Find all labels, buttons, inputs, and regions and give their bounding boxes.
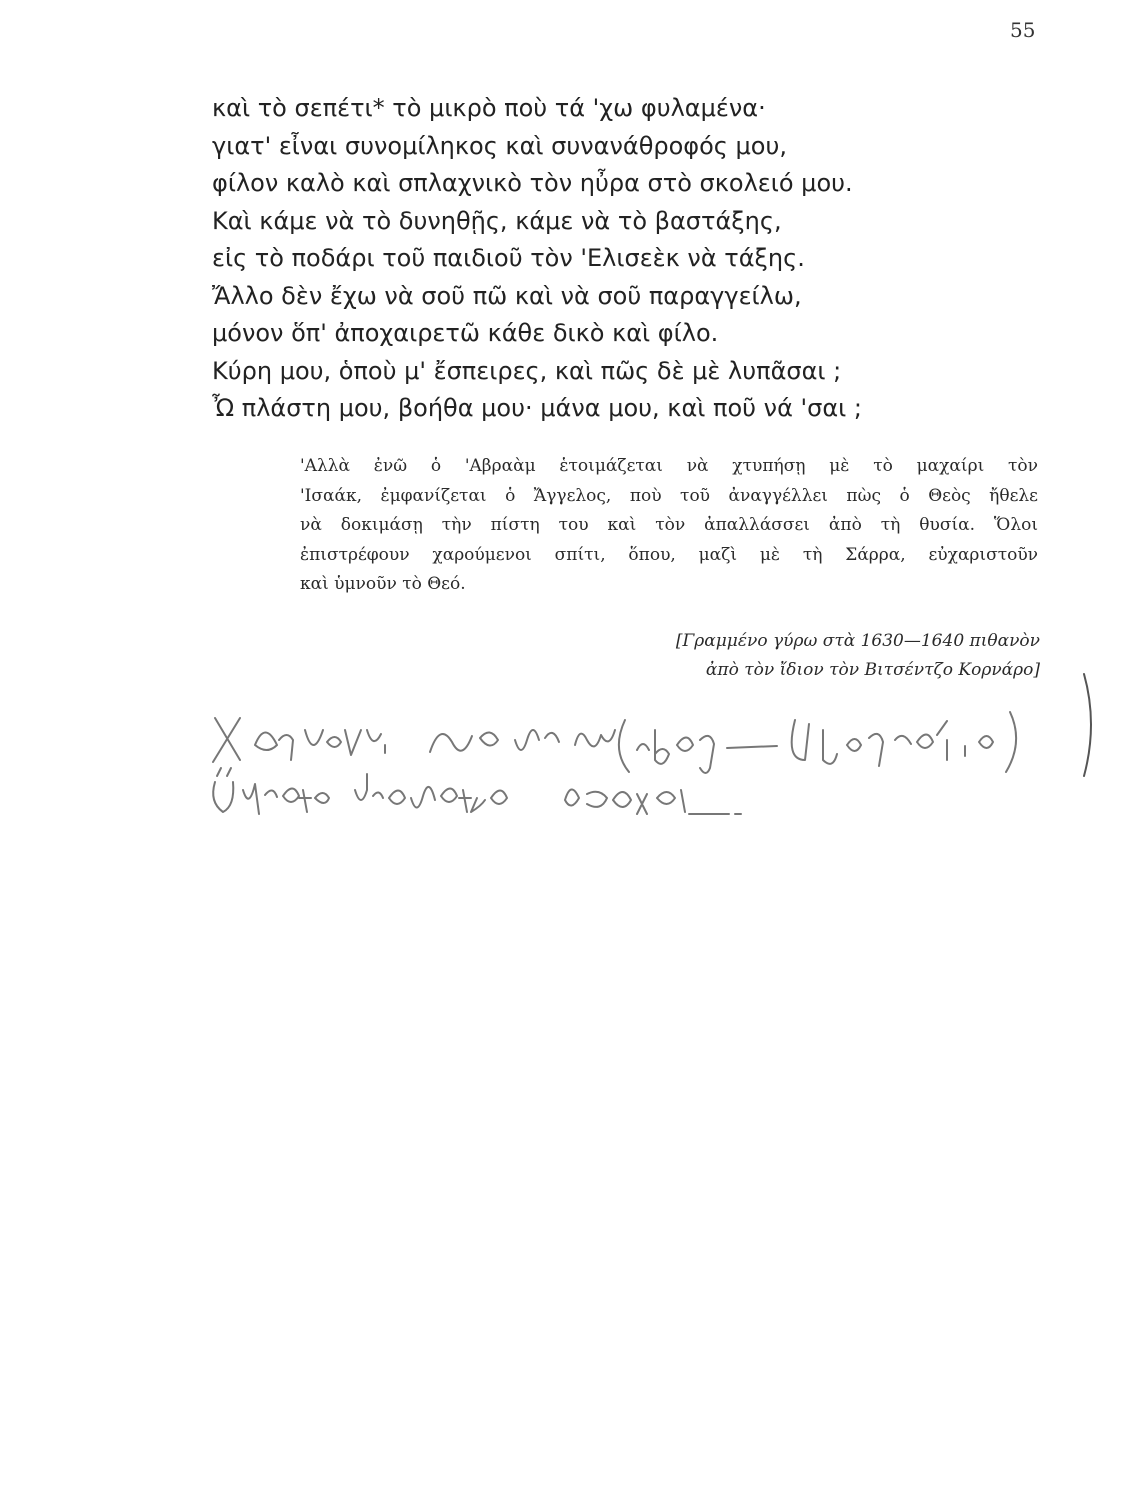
poem-line: Κύρη μου, ὁποὺ μ' ἔσπειρες, καὶ πῶς δὲ μὲ λυπᾶσαι ;: [212, 356, 842, 385]
poem-line: εἰς τὸ ποδάρι τοῦ παιδιοῦ τὸν 'Ελισεὲκ νὰ τάξης.: [212, 244, 805, 272]
poem-line: γιατ' εἶναι συνομίληκος καὶ συνανάθροφός μου,: [212, 131, 787, 160]
poem-line: Καὶ κάμε νὰ τὸ δυνηθῇς, κάμε νὰ τὸ βαστάξης,: [212, 206, 782, 235]
source-line: [Γραμμένο γύρω στὰ 1630—1640 πιθανὸν: [675, 631, 1040, 651]
prose-line: νὰ δοκιμάσῃ τὴν πίστη του καὶ τὸν ἀπαλλάσσει ἀπὸ τὴ θυσία. Ὅλοι: [300, 515, 1038, 535]
poem-line: φίλον καλὸ καὶ σπλαχνικὸ τὸν ηὖρα στὸ σκολειό μου.: [212, 169, 853, 197]
source-attribution: [560, 627, 1040, 685]
prose-line: 'Αλλὰ ἐνῶ ὁ 'Αβραὰμ ἑτοιμάζεται νὰ χτυπήσῃ μὲ τὸ μαχαίρι τὸν: [300, 456, 1038, 476]
poem-line: καὶ τὸ σεπέτι* τὸ μικρὸ ποὺ τά 'χω φυλαμένα·: [212, 94, 766, 122]
poem-line: Ἄλλο δὲν ἔχω νὰ σοῦ πῶ καὶ νὰ σοῦ παραγγείλω,: [212, 281, 802, 310]
poem-line: Ὦ πλάστη μου, βοήθα μου· μάνα μου, καὶ ποῦ νά 'σαι ;: [212, 394, 862, 422]
prose-line: ἐπιστρέφουν χαρούμενοι σπίτι, ὅπου, μαζὶ μὲ τὴ Σάρρα, εὐχαριστοῦν: [300, 544, 1038, 565]
poem-line: μόνον ὅπ' ἀποχαιρετῶ κάθε δικὸ καὶ φίλο.: [212, 319, 719, 347]
source-line: ἀπὸ τὸν ἴδιον τὸν Βιτσέντζο Κορνάρο]: [705, 660, 1040, 680]
prose-line: καὶ ὑμνοῦν τὸ Θεό.: [300, 574, 466, 594]
handwritten-note: [195, 690, 1105, 840]
prose-paragraph: [300, 452, 1038, 600]
poem-block: [212, 90, 1072, 428]
page-number: 55: [1010, 18, 1036, 42]
prose-line: 'Ισαάκ, ἐμφανίζεται ὁ Ἄγγελος, ποὺ τοῦ ἀναγγέλλει πὼς ὁ Θεὸς ἤθελε: [300, 485, 1038, 506]
margin-bracket-mark: [1080, 670, 1100, 780]
